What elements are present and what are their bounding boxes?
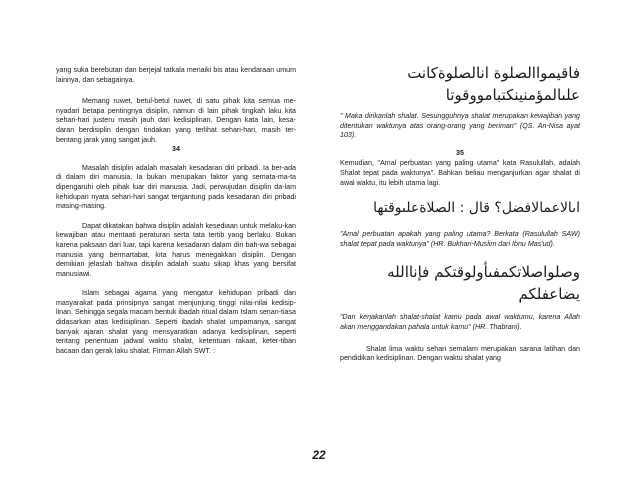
paragraph-4: Dapat dikatakan bahwa disiplin adalah kesediaan untuk melaku-kan kewajiban atau mentaati peraturan serta tata tertib yang berlaku. Bukan karena paksaan dari luar, tapi karena kesadaran dalam diri bah-wa sebagai manusia yang bermartabat, kita harus menegakkan disiplin. Dengan demikian jelaslah bahwa disiplin adalah suatu sikap khas yang bersifat manusiawi. — [56, 221, 296, 278]
paragraph-closing: Shalat lima waktu sehari semalam merupakan sarana latihan dan pendidikan kedisiplinan. Dengan waktu shalat yang — [340, 344, 580, 363]
quote-translation-2: "Amal perbuatan apakah yang paling utama? Berkata (Rasulullah SAW) shalat tepat pada waktunya" (HR. Bukhari-Muslim dari Ibnu Mas'ud). — [340, 230, 580, 248]
left-column — [56, 0, 296, 356]
arabic-hadith-2-line-1: وصلواصلاتكمفىأولوقتكم فإناالله — [387, 263, 580, 282]
quote-translation-1: " Maka dirikanlah shalat. Sesungguhnya shalat merupakan kewajiban yang ditentukan waktunya atas orang-orang yang beriman" (QS. An-Nisa ayat 103). — [340, 112, 580, 140]
footnote-marker-35: 35 — [456, 148, 464, 157]
paragraph-3: Masalah disiplin adalah masalah kesadaran diri pribadi. Ia ber-ada di dalam diri manusia. Ia bukan merupakan faktor yang semata-ma-ta dipengaruhi oleh pihak luar diri manusia. Jadi, perwujudan disiplin da-lam kehidupan nyata sehari-hari sangat tergantung pada kesadaran diri pribadi masing-masing. — [56, 163, 296, 211]
page-number: 22 — [312, 448, 326, 462]
paragraph-1: yang suka berebutan dan berjejal tatkala menaiki bis atau kendaraan umum lainnya, dan sebagainya. — [56, 66, 296, 84]
arabic-verse-1-line-2: علىالمؤمنينكتبامووقوتا — [445, 86, 580, 104]
paragraph-5: Islam sebagai agama yang mengatur kehidupan pribadi dan masyarakat pada prinsipnya sangat menjunjung tinggi nilai-nilai kedisip-linan. Sehingga segala macam bentuk ibadah ritual dalam Islam senan-tiasa didasarkan atas kedisiplinan. Seperti ibadah shalat umpamanya, sangat banyak ajaran shalat yang mensyaratkan adanya kedisiplinan, seperti tentang penentuan jadwal waktu shalat, ketentuan rakaat, keter-tiban bacaan dan gerak laku shalat. Firman Allah SWT. : — [56, 289, 296, 355]
arabic-hadith-2-line-2: يضاعفلكم — [518, 285, 580, 304]
paragraph-2: Memang ruwet, betul-betul ruwet, di satu pihak kita semua me-nyadari betapa pentingnya disiplin, namun di lain pihak tingkah laku kita sehari-hari justeru masih jauh dari kedisiplinan. Dengan kata lain, kesa-daran berdisiplin dengan tindakan yang terlihat sehari-hari, masih ter-bentang jarak yang sangat jauh. — [56, 97, 296, 144]
arabic-hadith-1: اىالاعمالافضل؟ قال : الصلاةعلىوقتها — [373, 200, 580, 217]
right-column — [340, 0, 580, 364]
footnote-marker-34: 34 — [172, 145, 180, 154]
arabic-verse-1-line-1: فاقيمواالصلوة انالصلوةكانت — [407, 64, 580, 82]
quote-translation-3: "Dan kerjakanlah shalat-shalat kamu pada awal waktumu, karena Allah akan menggandakan pahala untuk kamu" (HR. Thabrani). — [340, 313, 580, 331]
paragraph-hadith-intro: Kemudian, "Amal perbuatan yang paling utama" kata Rasulullah, adalah Shalat tepat pada waktunya". Bahkan beliau menganjurkan agar shalat di awal waktu, itu lebih utama lagi. — [340, 159, 580, 187]
